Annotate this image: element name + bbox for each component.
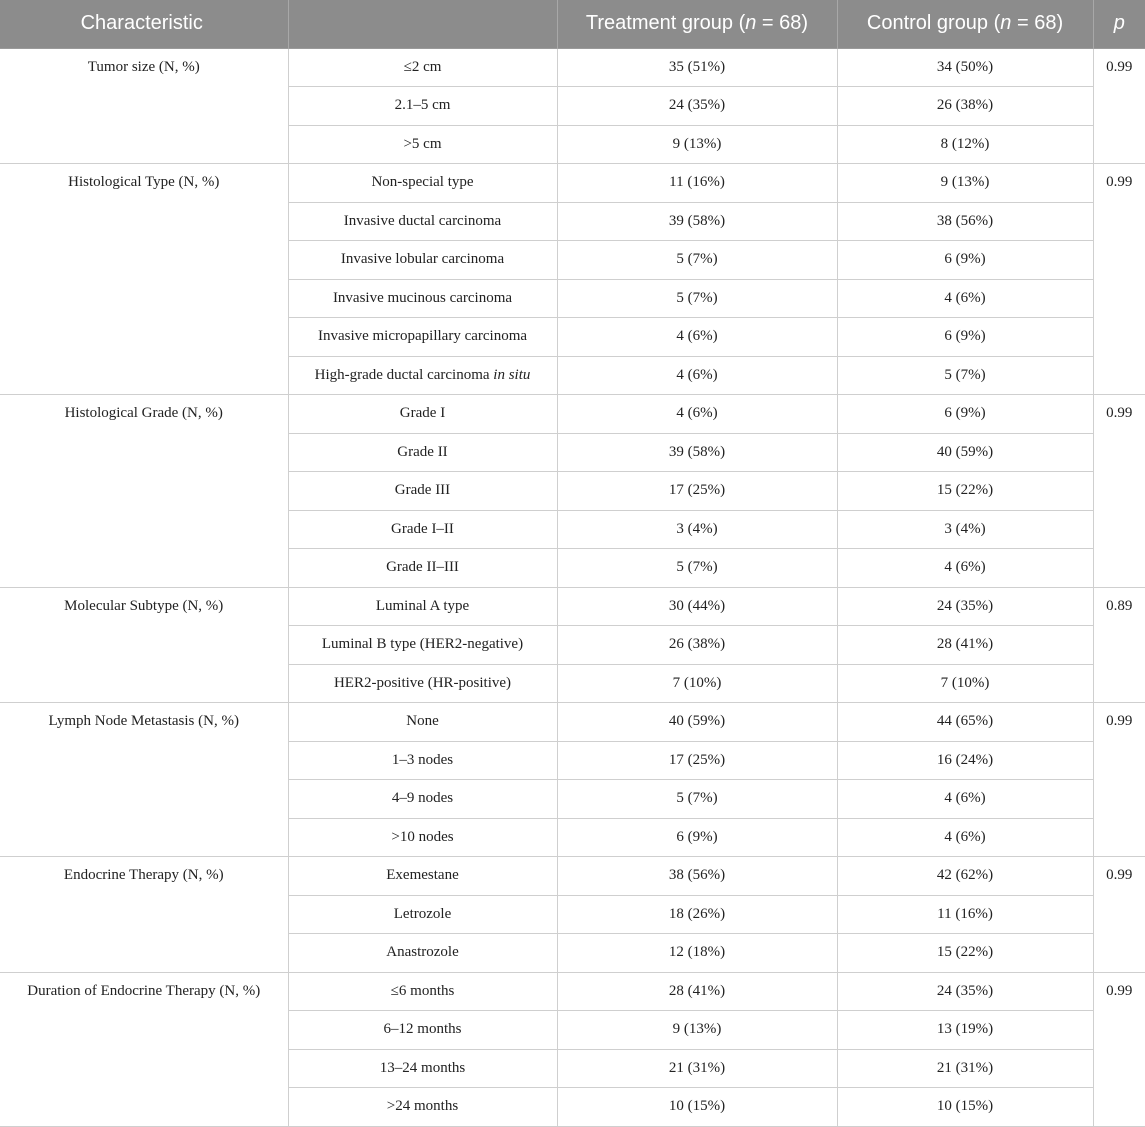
control-value-cell: 15 (22%) [837, 934, 1093, 973]
table-header [0, 0, 1145, 48]
control-value-cell: 24 (35%) [837, 587, 1093, 626]
control-value-cell: 4 (6%) [837, 549, 1093, 588]
header-treatment-n: n [745, 12, 757, 35]
control-value-cell: 6 (9%) [837, 395, 1093, 434]
subcategory-label: 4–9 nodes [391, 790, 454, 807]
treatment-value-cell: 39 (58%) [557, 202, 837, 241]
treatment-value-cell: 5 (7%) [557, 279, 837, 318]
table-row [0, 164, 1145, 203]
control-value-cell: 38 (56%) [837, 202, 1093, 241]
subcategory-label-italic: in situ [493, 366, 531, 383]
subcategory-label: ≤6 months [390, 982, 455, 999]
subcategory-cell [288, 318, 557, 357]
control-value-cell: 34 (50%) [837, 48, 1093, 87]
subcategory-cell [288, 780, 557, 819]
subcategory-label: Grade II [397, 443, 448, 460]
control-value-cell: 13 (19%) [837, 1011, 1093, 1050]
header-p-value: p [1093, 0, 1145, 48]
subcategory-cell [288, 395, 557, 434]
treatment-value-cell: 10 (15%) [557, 1088, 837, 1127]
treatment-value-cell: 35 (51%) [557, 48, 837, 87]
header-control-n: n [1000, 12, 1012, 35]
subcategory-label: Luminal B type (HER2-negative) [321, 636, 524, 653]
characteristic-cell: Molecular Subtype (N, %) [0, 587, 288, 703]
p-value-cell: 0.99 [1093, 48, 1145, 164]
subcategory-cell [288, 549, 557, 588]
subcategory-cell [288, 125, 557, 164]
subcategory-label: Letrozole [393, 905, 452, 922]
control-value-cell: 6 (9%) [837, 318, 1093, 357]
treatment-value-cell: 7 (10%) [557, 664, 837, 703]
control-value-cell: 3 (4%) [837, 510, 1093, 549]
characteristic-cell: Tumor size (N, %) [0, 48, 288, 164]
header-row [0, 0, 1145, 48]
subcategory-cell [288, 1049, 557, 1088]
subcategory-cell [288, 433, 557, 472]
characteristic-cell: Duration of Endocrine Therapy (N, %) [0, 972, 288, 1126]
subcategory-cell [288, 202, 557, 241]
subcategory-label: >10 nodes [391, 828, 454, 845]
subcategory-cell [288, 472, 557, 511]
subcategory-cell [288, 741, 557, 780]
control-value-cell: 9 (13%) [837, 164, 1093, 203]
treatment-value-cell: 11 (16%) [557, 164, 837, 203]
treatment-value-cell: 5 (7%) [557, 780, 837, 819]
p-value-cell: 0.99 [1093, 703, 1145, 857]
table-row [0, 395, 1145, 434]
subcategory-label: Grade I–II [391, 520, 454, 537]
subcategory-cell [288, 664, 557, 703]
treatment-value-cell: 24 (35%) [557, 87, 837, 126]
header-control-prefix: Control group ( [866, 12, 1001, 35]
subcategory-label: ≤2 cm [403, 58, 442, 75]
subcategory-label: Invasive ductal carcinoma [343, 212, 502, 229]
treatment-value-cell: 5 (7%) [557, 549, 837, 588]
treatment-value-cell: 9 (13%) [557, 125, 837, 164]
treatment-value-cell: 9 (13%) [557, 1011, 837, 1050]
treatment-value-cell: 12 (18%) [557, 934, 837, 973]
table-row [0, 703, 1145, 742]
treatment-value-cell: 17 (25%) [557, 741, 837, 780]
control-value-cell: 6 (9%) [837, 241, 1093, 280]
subcategory-label: >24 months [386, 1098, 459, 1115]
treatment-value-cell: 30 (44%) [557, 587, 837, 626]
control-value-cell: 16 (24%) [837, 741, 1093, 780]
control-value-cell: 15 (22%) [837, 472, 1093, 511]
header-control-suffix: = 68) [1011, 12, 1064, 35]
subcategory-cell [288, 818, 557, 857]
table-row [0, 857, 1145, 896]
subcategory-label: Grade III [394, 482, 451, 499]
subcategory-cell [288, 587, 557, 626]
treatment-value-cell: 6 (9%) [557, 818, 837, 857]
table-row [0, 587, 1145, 626]
subcategory-cell [288, 895, 557, 934]
characteristic-cell: Lymph Node Metastasis (N, %) [0, 703, 288, 857]
control-value-cell: 24 (35%) [837, 972, 1093, 1011]
subcategory-label: Grade I [399, 405, 446, 422]
subcategory-cell [288, 356, 557, 395]
treatment-value-cell: 21 (31%) [557, 1049, 837, 1088]
p-value-cell: 0.99 [1093, 395, 1145, 588]
treatment-value-cell: 4 (6%) [557, 318, 837, 357]
characteristic-cell: Histological Type (N, %) [0, 164, 288, 395]
subcategory-cell [288, 703, 557, 742]
subcategory-label: Invasive mucinous carcinoma [332, 289, 513, 306]
subcategory-cell [288, 857, 557, 896]
header-treatment-prefix: Treatment group ( [585, 12, 746, 35]
control-value-cell: 21 (31%) [837, 1049, 1093, 1088]
subcategory-cell [288, 279, 557, 318]
control-value-cell: 40 (59%) [837, 433, 1093, 472]
subcategory-label: Anastrozole [386, 944, 459, 961]
treatment-value-cell: 39 (58%) [557, 433, 837, 472]
subcategory-label: >5 cm [403, 135, 442, 152]
subcategory-label: High-grade ductal carcinoma [314, 366, 494, 383]
characteristic-cell: Endocrine Therapy (N, %) [0, 857, 288, 973]
control-value-cell: 4 (6%) [837, 818, 1093, 857]
p-value-cell: 0.89 [1093, 587, 1145, 703]
header-characteristic: Characteristic [0, 0, 288, 48]
subcategory-label: HER2-positive (HR-positive) [333, 674, 512, 691]
treatment-value-cell: 38 (56%) [557, 857, 837, 896]
subcategory-cell [288, 241, 557, 280]
subcategory-label: 1–3 nodes [391, 751, 454, 768]
subcategory-cell [288, 934, 557, 973]
header-control-group [837, 0, 1093, 48]
subcategory-label: Luminal A type [375, 597, 470, 614]
control-value-cell: 4 (6%) [837, 279, 1093, 318]
control-value-cell: 28 (41%) [837, 626, 1093, 665]
treatment-value-cell: 3 (4%) [557, 510, 837, 549]
treatment-value-cell: 17 (25%) [557, 472, 837, 511]
subcategory-label: Invasive micropapillary carcinoma [317, 328, 528, 345]
subcategory-label: 2.1–5 cm [394, 97, 451, 114]
p-value-cell: 0.99 [1093, 164, 1145, 395]
control-value-cell: 42 (62%) [837, 857, 1093, 896]
table-body [0, 48, 1145, 1126]
treatment-value-cell: 18 (26%) [557, 895, 837, 934]
table-row [0, 972, 1145, 1011]
subcategory-label: 6–12 months [383, 1021, 462, 1038]
characteristic-cell: Histological Grade (N, %) [0, 395, 288, 588]
p-value-cell: 0.99 [1093, 857, 1145, 973]
treatment-value-cell: 26 (38%) [557, 626, 837, 665]
control-value-cell: 10 (15%) [837, 1088, 1093, 1127]
subcategory-cell [288, 510, 557, 549]
subcategory-label: None [406, 713, 439, 730]
treatment-value-cell: 5 (7%) [557, 241, 837, 280]
treatment-value-cell: 4 (6%) [557, 395, 837, 434]
subcategory-label: Grade II–III [386, 559, 459, 576]
treatment-value-cell: 40 (59%) [557, 703, 837, 742]
subcategory-label: Exemestane [386, 867, 459, 884]
control-value-cell: 4 (6%) [837, 780, 1093, 819]
subcategory-label: Invasive lobular carcinoma [340, 251, 505, 268]
subcategory-label: 13–24 months [379, 1059, 466, 1076]
header-treatment-group [557, 0, 837, 48]
subcategory-cell [288, 626, 557, 665]
subcategory-cell [288, 87, 557, 126]
subcategory-cell [288, 1088, 557, 1127]
subcategory-cell [288, 48, 557, 87]
control-value-cell: 11 (16%) [837, 895, 1093, 934]
treatment-value-cell: 4 (6%) [557, 356, 837, 395]
subcategory-cell [288, 1011, 557, 1050]
header-treatment-suffix: = 68) [756, 12, 809, 35]
control-value-cell: 8 (12%) [837, 125, 1093, 164]
control-value-cell: 26 (38%) [837, 87, 1093, 126]
control-value-cell: 44 (65%) [837, 703, 1093, 742]
header-subcategory [288, 0, 557, 48]
subcategory-cell [288, 164, 557, 203]
control-value-cell: 7 (10%) [837, 664, 1093, 703]
treatment-value-cell: 28 (41%) [557, 972, 837, 1011]
subcategory-label: Non-special type [371, 174, 474, 191]
subcategory-cell [288, 972, 557, 1011]
table-row [0, 48, 1145, 87]
p-value-cell: 0.99 [1093, 972, 1145, 1126]
control-value-cell: 5 (7%) [837, 356, 1093, 395]
